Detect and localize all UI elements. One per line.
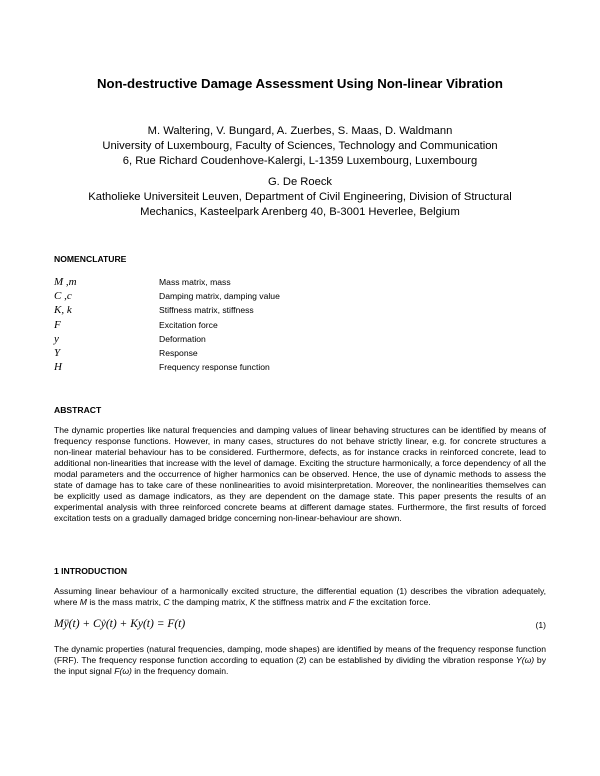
nomenclature-row [54,276,554,290]
variable: K [249,597,256,607]
equation-1 [54,618,546,634]
text-run: in the frequency domain. [131,666,229,676]
abstract-text: The dynamic properties like natural frequencies and damping values of linear behaving structures can be identified by means of frequency response functions. However, in many cases, structures do not behave strictly linear, e.g. for concrete structures a non-linear material behaviour has to be considered. Furthermore, defects, as for instance cracks in reinforced concrete, lead to additional non-linearities that increase with the level of damage. Exciting the structure harmonically, a force dependency of all the modal parameters and the occurrence of higher harmonics can be observed. Hence, the use of dynamic methods to assess the state of damage has to take care of these nonlinearities to avoid misinterpretation. Moreover, the nonlinearities themselves can be explicitly used as damage indicators, as they are dependent on the damage state. This paper presents the results of an experimental analysis with three reinforced concrete beams at different damage states. Furthermore, the first results of forced excitation tests on a gradually damaged bridge concerning non-linear-behaviour are shown. [54,425,546,523]
introduction-heading: 1 INTRODUCTION [54,566,128,576]
author-affiliation: University of Luxembourg, Faculty of Sciences, Technology and Communication [102,140,498,152]
nomenclature-description: Frequency response function [159,362,270,373]
nomenclature-heading: NOMENCLATURE [54,254,127,264]
author-affiliation: Katholieke Universiteit Leuven, Department of Civil Engineering, Division of Structural [88,191,512,203]
variable: C [163,597,170,607]
text-run: the stiffness matrix and [255,597,349,607]
nomenclature-row [54,290,554,304]
variable: F [348,597,354,607]
intro-paragraph-2 [54,644,546,677]
nomenclature-symbol: y [54,332,59,345]
nomenclature-symbol: K, k [54,304,72,317]
variable: Y(ω) [516,655,535,665]
paper-title: Non-destructive Damage Assessment Using Non-linear Vibration [97,76,503,91]
nomenclature-row [54,319,554,333]
text-run: is the mass matrix, [86,597,164,607]
nomenclature-row [54,361,554,375]
variable: F(ω) [114,666,132,676]
author-names: G. De Roeck [267,176,333,188]
intro-paragraph-1 [54,586,546,608]
nomenclature-symbol: H [54,361,62,374]
nomenclature-description: Excitation force [159,319,218,330]
nomenclature-row [54,304,554,318]
equation-number: (1) [535,620,546,630]
nomenclature-symbol: C ,c [54,290,72,303]
text-run: the damping matrix, [169,597,250,607]
author-affiliation-continued: Mechanics, Kasteelpark Arenberg 40, B-3001 Heverlee, Belgium [140,206,460,218]
nomenclature-symbol: Y [54,346,61,359]
abstract-heading: ABSTRACT [54,405,102,415]
nomenclature-description: Mass matrix, mass [159,277,231,287]
nomenclature-symbol: M ,m [54,276,77,288]
text-run: the excitation force. [353,597,431,607]
author-address: 6, Rue Richard Coudenhove-Kalergi, L-1359 Luxembourg, Luxembourg [122,155,478,167]
author-names: M. Waltering, V. Bungard, A. Zuerbes, S. Maas, D. Waldmann [147,125,453,137]
text-run: Assuming linear behaviour of a harmonically excited structure, the differential equation (1) describes the vibration adequately, where [54,586,546,607]
equation-expression: Mÿ(t) + Cẏ(t) + Ky(t) = F(t) [54,618,186,630]
text-run: The dynamic properties (natural frequencies, damping, mode shapes) are identified by means of the frequency response function (FRF). The frequency response function according to equation (2) can be established by dividing the vibration response [54,644,546,665]
nomenclature-description: Deformation [159,333,206,344]
author-block-secondary [0,175,600,220]
text-run: by the input signal [54,655,546,676]
variable: M [79,597,87,607]
nomenclature-description: Response [159,347,198,358]
nomenclature-row [54,333,554,347]
nomenclature-list [54,276,554,375]
nomenclature-description: Stiffness matrix, stiffness [159,305,254,316]
author-block-primary [0,124,600,169]
nomenclature-row [54,347,554,361]
nomenclature-symbol: F [54,318,61,331]
nomenclature-description: Damping matrix, damping value [159,291,280,302]
